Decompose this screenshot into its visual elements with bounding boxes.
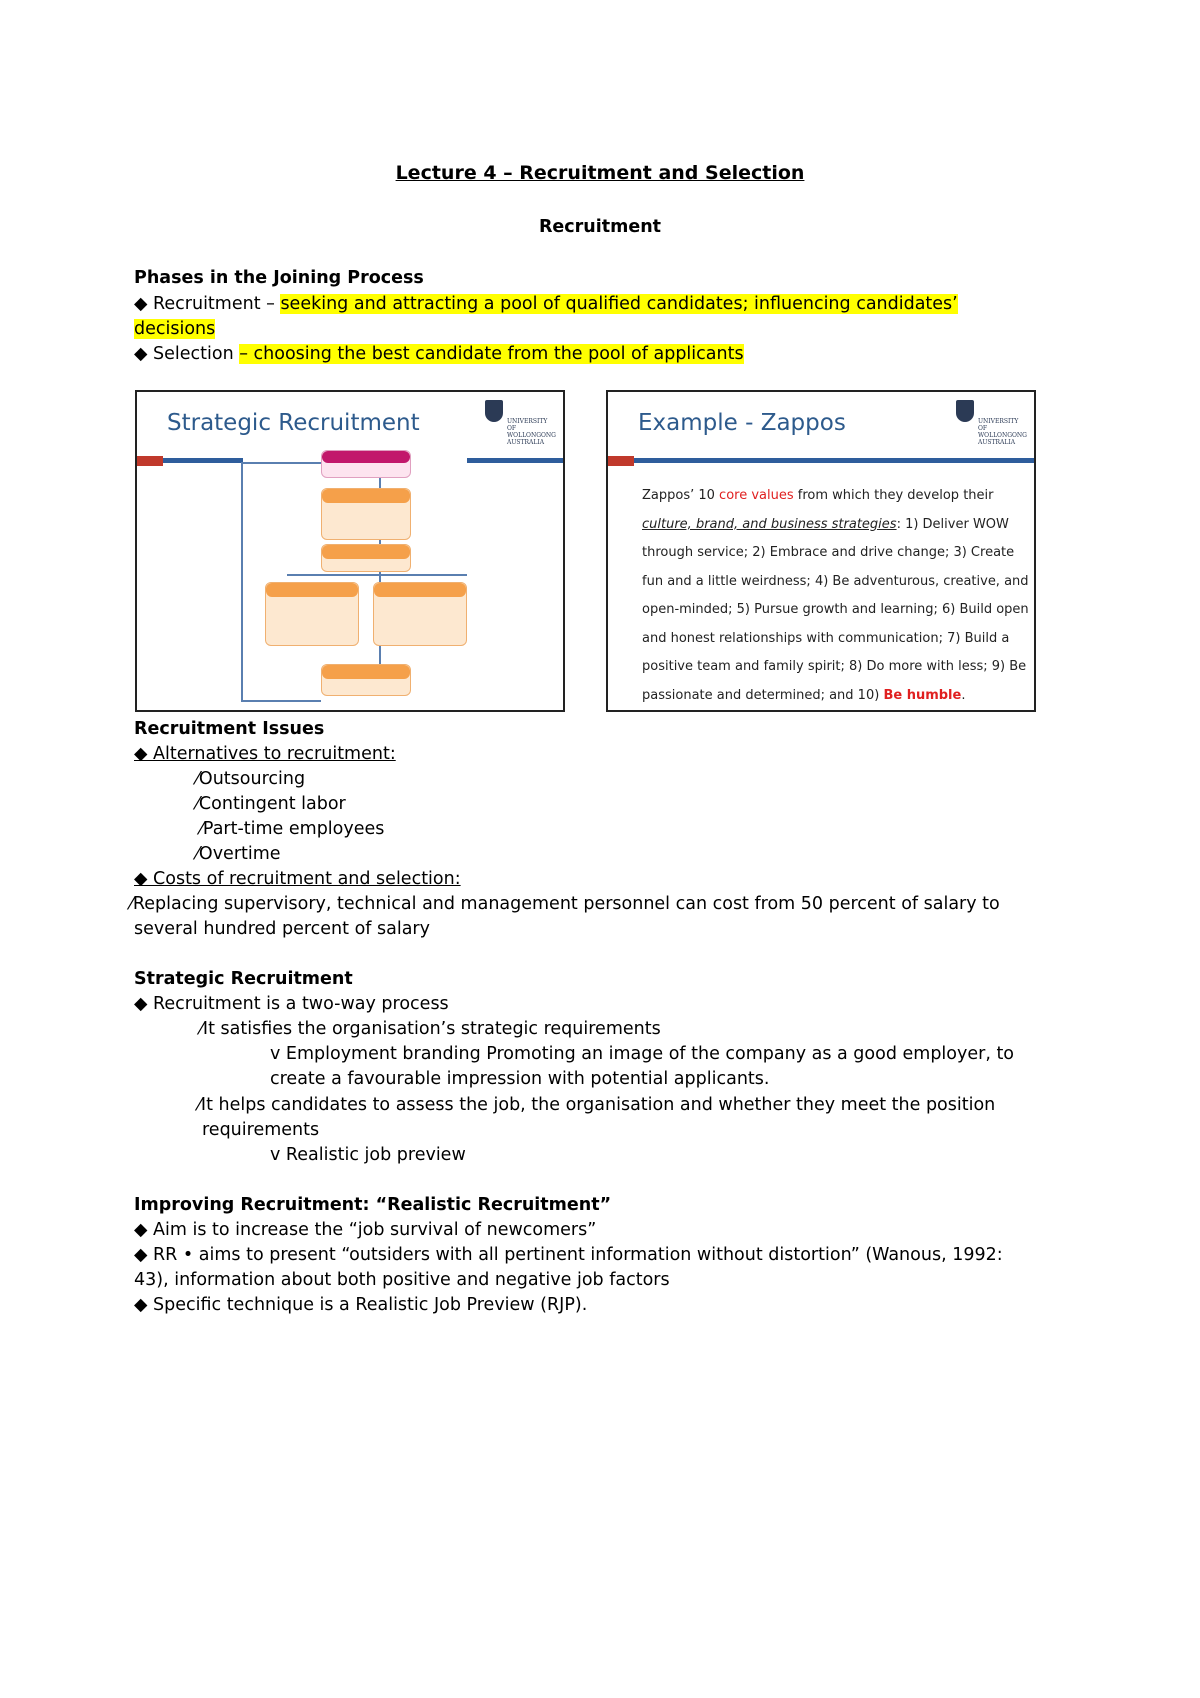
alternative-item: ⁄Contingent labor (196, 794, 346, 814)
slide-number-tab (608, 456, 634, 466)
text-line: open-minded; 5) Pursue growth and learning; 6) Build open (642, 602, 1029, 617)
header-bar (163, 458, 243, 463)
flow-connector (287, 574, 467, 576)
university-logo (483, 400, 556, 458)
section-subtitle: Recruitment (538, 217, 662, 237)
feedback-line (241, 462, 243, 702)
flow-box-header (322, 489, 410, 503)
strategic-line: v Realistic job preview (270, 1145, 466, 1165)
flow-box-header (266, 583, 358, 597)
logo-text: UNIVERSITY OF WOLLONGONG AUSTRALIA (507, 418, 556, 446)
document-title: Lecture 4 – Recruitment and Selection (395, 162, 805, 184)
crest-icon (485, 400, 503, 422)
strategic-line: ⁄It satisfies the organisation’s strategic requirements (200, 1019, 661, 1039)
flow-box (373, 582, 467, 646)
highlighted-definition: – choosing the best candidate from the pool of applicants (239, 344, 744, 364)
improving-line: ◆ Aim is to increase the “job survival of newcomers” (134, 1220, 597, 1240)
header-bar (467, 458, 565, 463)
phases-selection-line (134, 341, 744, 368)
strategic-line: ⁄It helps candidates to assess the job, the organisation and whether they meet the position (198, 1095, 996, 1115)
phases-heading: Phases in the Joining Process (134, 268, 424, 288)
text-line: Zappos’ 10 core values from which they develop their (642, 488, 994, 503)
university-logo (954, 400, 1027, 458)
header-bar (634, 458, 1036, 463)
text-line: and honest relationships with communication; 7) Build a (642, 630, 1010, 646)
slide-title: Strategic Recruitment (167, 410, 420, 436)
phases-recruitment-line (134, 291, 958, 318)
improving-line: ◆ Specific technique is a Realistic Job Preview (RJP). (134, 1295, 588, 1315)
strategic-line: ◆ Recruitment is a two-way process (134, 994, 449, 1014)
feedback-line (241, 700, 321, 702)
text-line: positive team and family spirit; 8) Do more with less; 9) Be (642, 659, 1027, 674)
slide-strategic-recruitment (135, 390, 565, 712)
flow-box (321, 664, 411, 696)
strategic-heading: Strategic Recruitment (134, 969, 353, 989)
flow-box-header (322, 665, 410, 679)
costs-text-continued: several hundred percent of salary (134, 919, 430, 939)
alternative-item: ⁄Part-time employees (200, 819, 385, 839)
flow-box (321, 488, 411, 540)
highlighted-definition: decisions (134, 319, 216, 339)
text-line: culture, brand, and business strategies: 1) Deliver WOW (642, 516, 1009, 532)
flow-box (265, 582, 359, 646)
bullet-label: ◆ Recruitment – (134, 294, 281, 314)
flow-box (321, 544, 411, 572)
strategic-line: create a favourable impression with potential applicants. (270, 1069, 770, 1089)
slide-zappos-example (606, 390, 1036, 712)
crest-icon (956, 400, 974, 422)
bullet-label: ◆ Selection (134, 344, 240, 364)
alternative-item: ⁄Overtime (196, 844, 281, 864)
strategic-line: requirements (202, 1120, 320, 1140)
improving-heading: Improving Recruitment: “Realistic Recruitment” (134, 1195, 612, 1215)
text-line: fun and a little weirdness; 4) Be adventurous, creative, and (642, 573, 1029, 589)
strategic-line: v Employment branding Promoting an image of the company as a good employer, to (270, 1044, 1015, 1064)
flow-box (321, 450, 411, 478)
alternatives-bullet: ◆ Alternatives to recruitment: (134, 744, 396, 764)
highlighted-definition: seeking and attracting a pool of qualified candidates; influencing candidates’ (280, 294, 958, 314)
phases-recruitment-continued (134, 316, 215, 343)
improving-line: 43), information about both positive and negative job factors (134, 1270, 670, 1290)
zappos-core-values-text (642, 482, 1036, 710)
text-line: passionate and determined; and 10) Be humble. (642, 687, 966, 703)
logo-text: UNIVERSITY OF WOLLONGONG AUSTRALIA (978, 418, 1027, 446)
feedback-line (241, 462, 321, 464)
flow-box-header (322, 451, 410, 463)
alternative-item: ⁄Outsourcing (196, 769, 306, 789)
slide-title: Example - Zappos (638, 410, 846, 436)
costs-bullet: ◆ Costs of recruitment and selection: (134, 869, 461, 889)
costs-text: ⁄Replacing supervisory, technical and management personnel can cost from 50 percent of salary to (130, 894, 1000, 914)
issues-heading: Recruitment Issues (134, 719, 325, 739)
text-line: through service; 2) Embrace and drive change; 3) Create (642, 545, 1015, 560)
improving-line: ◆ RR • aims to present “outsiders with all pertinent information without distortion” (Wanous, 1992: (134, 1245, 1003, 1265)
flow-box-header (374, 583, 466, 597)
flow-box-header (322, 545, 410, 559)
slide-number-tab (137, 456, 163, 466)
